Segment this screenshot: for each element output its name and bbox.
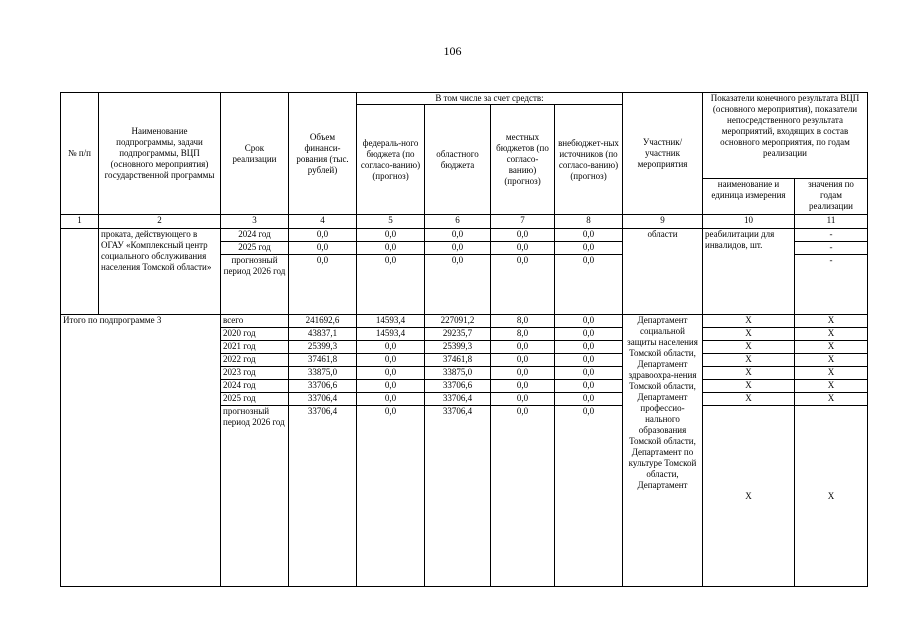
total-c10: X [703, 328, 795, 341]
total-volume: 33875,0 [289, 367, 357, 380]
cont-participant: области [623, 229, 703, 315]
total-c11: X [795, 354, 868, 367]
header-col5: федераль-ного бюджета (по согласо-ванию) (прогноз) [357, 105, 425, 215]
total-extra: 0,0 [555, 367, 623, 380]
total-period: всего [221, 315, 289, 328]
total-volume: 33706,6 [289, 380, 357, 393]
total-federal: 0,0 [357, 380, 425, 393]
cont-period: 2025 год [221, 242, 289, 255]
total-c10: X [703, 367, 795, 380]
cont-extra: 0,0 [555, 229, 623, 242]
cont-local: 0,0 [491, 255, 555, 315]
col-number: 9 [623, 215, 703, 229]
column-number-row [61, 215, 868, 229]
total-c10: X [703, 393, 795, 406]
total-extra: 0,0 [555, 380, 623, 393]
total-local: 0,0 [491, 406, 555, 587]
total-local: 0,0 [491, 393, 555, 406]
total-local: 0,0 [491, 354, 555, 367]
col-number: 3 [221, 215, 289, 229]
col-number: 7 [491, 215, 555, 229]
cont-extra: 0,0 [555, 242, 623, 255]
header-col10: наименование и единица измерения [703, 179, 795, 215]
col-number: 11 [795, 215, 868, 229]
total-regional: 25399,3 [425, 341, 491, 354]
col-number: 5 [357, 215, 425, 229]
total-period: прогнозный период 2026 год [221, 406, 289, 587]
col-number: 6 [425, 215, 491, 229]
total-c11: X [795, 341, 868, 354]
cont-regional: 0,0 [425, 229, 491, 242]
col-number: 1 [61, 215, 99, 229]
total-federal: 0,0 [357, 354, 425, 367]
total-c10: X [703, 380, 795, 393]
total-c10: X [703, 315, 795, 328]
total-extra: 0,0 [555, 406, 623, 587]
total-federal: 0,0 [357, 367, 425, 380]
total-local: 0,0 [491, 380, 555, 393]
header-col8: внебюджет-ных источников (по согласо-ванию) (прогноз) [555, 105, 623, 215]
header-row-1 [61, 93, 868, 105]
total-period: 2022 год [221, 354, 289, 367]
total-federal: 0,0 [357, 341, 425, 354]
budget-table [60, 92, 868, 587]
total-volume: 25399,3 [289, 341, 357, 354]
header-group-indicators: Показатели конечного результата ВЦП (основного мероприятия), показатели непосредственного результата мероприятий, входящих в состав основного мероприятия, по годам реализации [703, 93, 868, 179]
total-name: Итого по подпрограмме 3 [61, 315, 221, 587]
cont-federal: 0,0 [357, 255, 425, 315]
cont-regional: 0,0 [425, 242, 491, 255]
col-number: 4 [289, 215, 357, 229]
header-col3: Срок реализации [221, 93, 289, 215]
total-federal: 0,0 [357, 393, 425, 406]
cont-volume: 0,0 [289, 255, 357, 315]
total-c11: X [795, 315, 868, 328]
total-c10: X [703, 354, 795, 367]
total-volume: 33706,4 [289, 393, 357, 406]
total-c11: X [795, 367, 868, 380]
total-regional: 33875,0 [425, 367, 491, 380]
header-col7: местных бюджетов (по согласо-ванию) (прогноз) [491, 105, 555, 215]
cont-row-number [61, 229, 99, 315]
total-regional: 33706,4 [425, 406, 491, 587]
cont-period: прогнозный период 2026 год [221, 255, 289, 315]
total-extra: 0,0 [555, 354, 623, 367]
total-period: 2023 год [221, 367, 289, 380]
total-period: 2025 год [221, 393, 289, 406]
total-extra: 0,0 [555, 315, 623, 328]
header-col6: областного бюджета [425, 105, 491, 215]
col-number: 10 [703, 215, 795, 229]
header-col1: № п/п [61, 93, 99, 215]
cont-name: проката, действующего в ОГАУ «Комплексный центр социального обслуживания населения Томской области» [99, 229, 221, 315]
total-volume: 37461,8 [289, 354, 357, 367]
total-extra: 0,0 [555, 328, 623, 341]
total-volume: 43837,1 [289, 328, 357, 341]
total-c11: X [795, 380, 868, 393]
cont-federal: 0,0 [357, 229, 425, 242]
table-row [61, 315, 868, 328]
total-c10: X [703, 406, 795, 587]
cont-indicator-name: реабилитации для инвалидов, шт. [703, 229, 795, 315]
cont-volume: 0,0 [289, 229, 357, 242]
cont-regional: 0,0 [425, 255, 491, 315]
total-federal: 14593,4 [357, 328, 425, 341]
total-federal: 0,0 [357, 406, 425, 587]
total-extra: 0,0 [555, 341, 623, 354]
total-volume: 241692,6 [289, 315, 357, 328]
cont-value: - [795, 242, 868, 255]
total-local: 0,0 [491, 341, 555, 354]
total-federal: 14593,4 [357, 315, 425, 328]
total-period: 2024 год [221, 380, 289, 393]
total-c11: X [795, 328, 868, 341]
table-row [61, 229, 868, 242]
header-col2: Наименование подпрограммы, задачи подпрограммы, ВЦП (основного мероприятия) государственной программы [99, 93, 221, 215]
total-regional: 37461,8 [425, 354, 491, 367]
total-volume: 33706,4 [289, 406, 357, 587]
total-regional: 33706,4 [425, 393, 491, 406]
total-regional: 29235,7 [425, 328, 491, 341]
header-col9: Участник/ участник мероприятия [623, 93, 703, 215]
total-local: 0,0 [491, 367, 555, 380]
total-extra: 0,0 [555, 393, 623, 406]
page-number: 106 [443, 44, 462, 58]
cont-period: 2024 год [221, 229, 289, 242]
cont-volume: 0,0 [289, 242, 357, 255]
cont-value: - [795, 229, 868, 242]
header-col11: значения по годам реализации [795, 179, 868, 215]
col-number: 8 [555, 215, 623, 229]
total-period: 2020 год [221, 328, 289, 341]
cont-extra: 0,0 [555, 255, 623, 315]
cont-value: - [795, 255, 868, 315]
total-c11: X [795, 393, 868, 406]
cont-local: 0,0 [491, 242, 555, 255]
total-local: 8,0 [491, 328, 555, 341]
header-group-funds: В том числе за счет средств: [357, 93, 623, 105]
total-regional: 33706,6 [425, 380, 491, 393]
total-regional: 227091,2 [425, 315, 491, 328]
header-col4: Объем финанси-рования (тыс. рублей) [289, 93, 357, 215]
total-period: 2021 год [221, 341, 289, 354]
cont-federal: 0,0 [357, 242, 425, 255]
total-c10: X [703, 341, 795, 354]
col-number: 2 [99, 215, 221, 229]
total-c11: X [795, 406, 868, 587]
total-participant: Департамент социальной защиты населения Томской области, Департамент здравоохра-нения Томской области, Департамент профессио-нального образования Томской области, Департамент по культуре Томской области, Департамент [623, 315, 703, 587]
cont-local: 0,0 [491, 229, 555, 242]
total-local: 8,0 [491, 315, 555, 328]
